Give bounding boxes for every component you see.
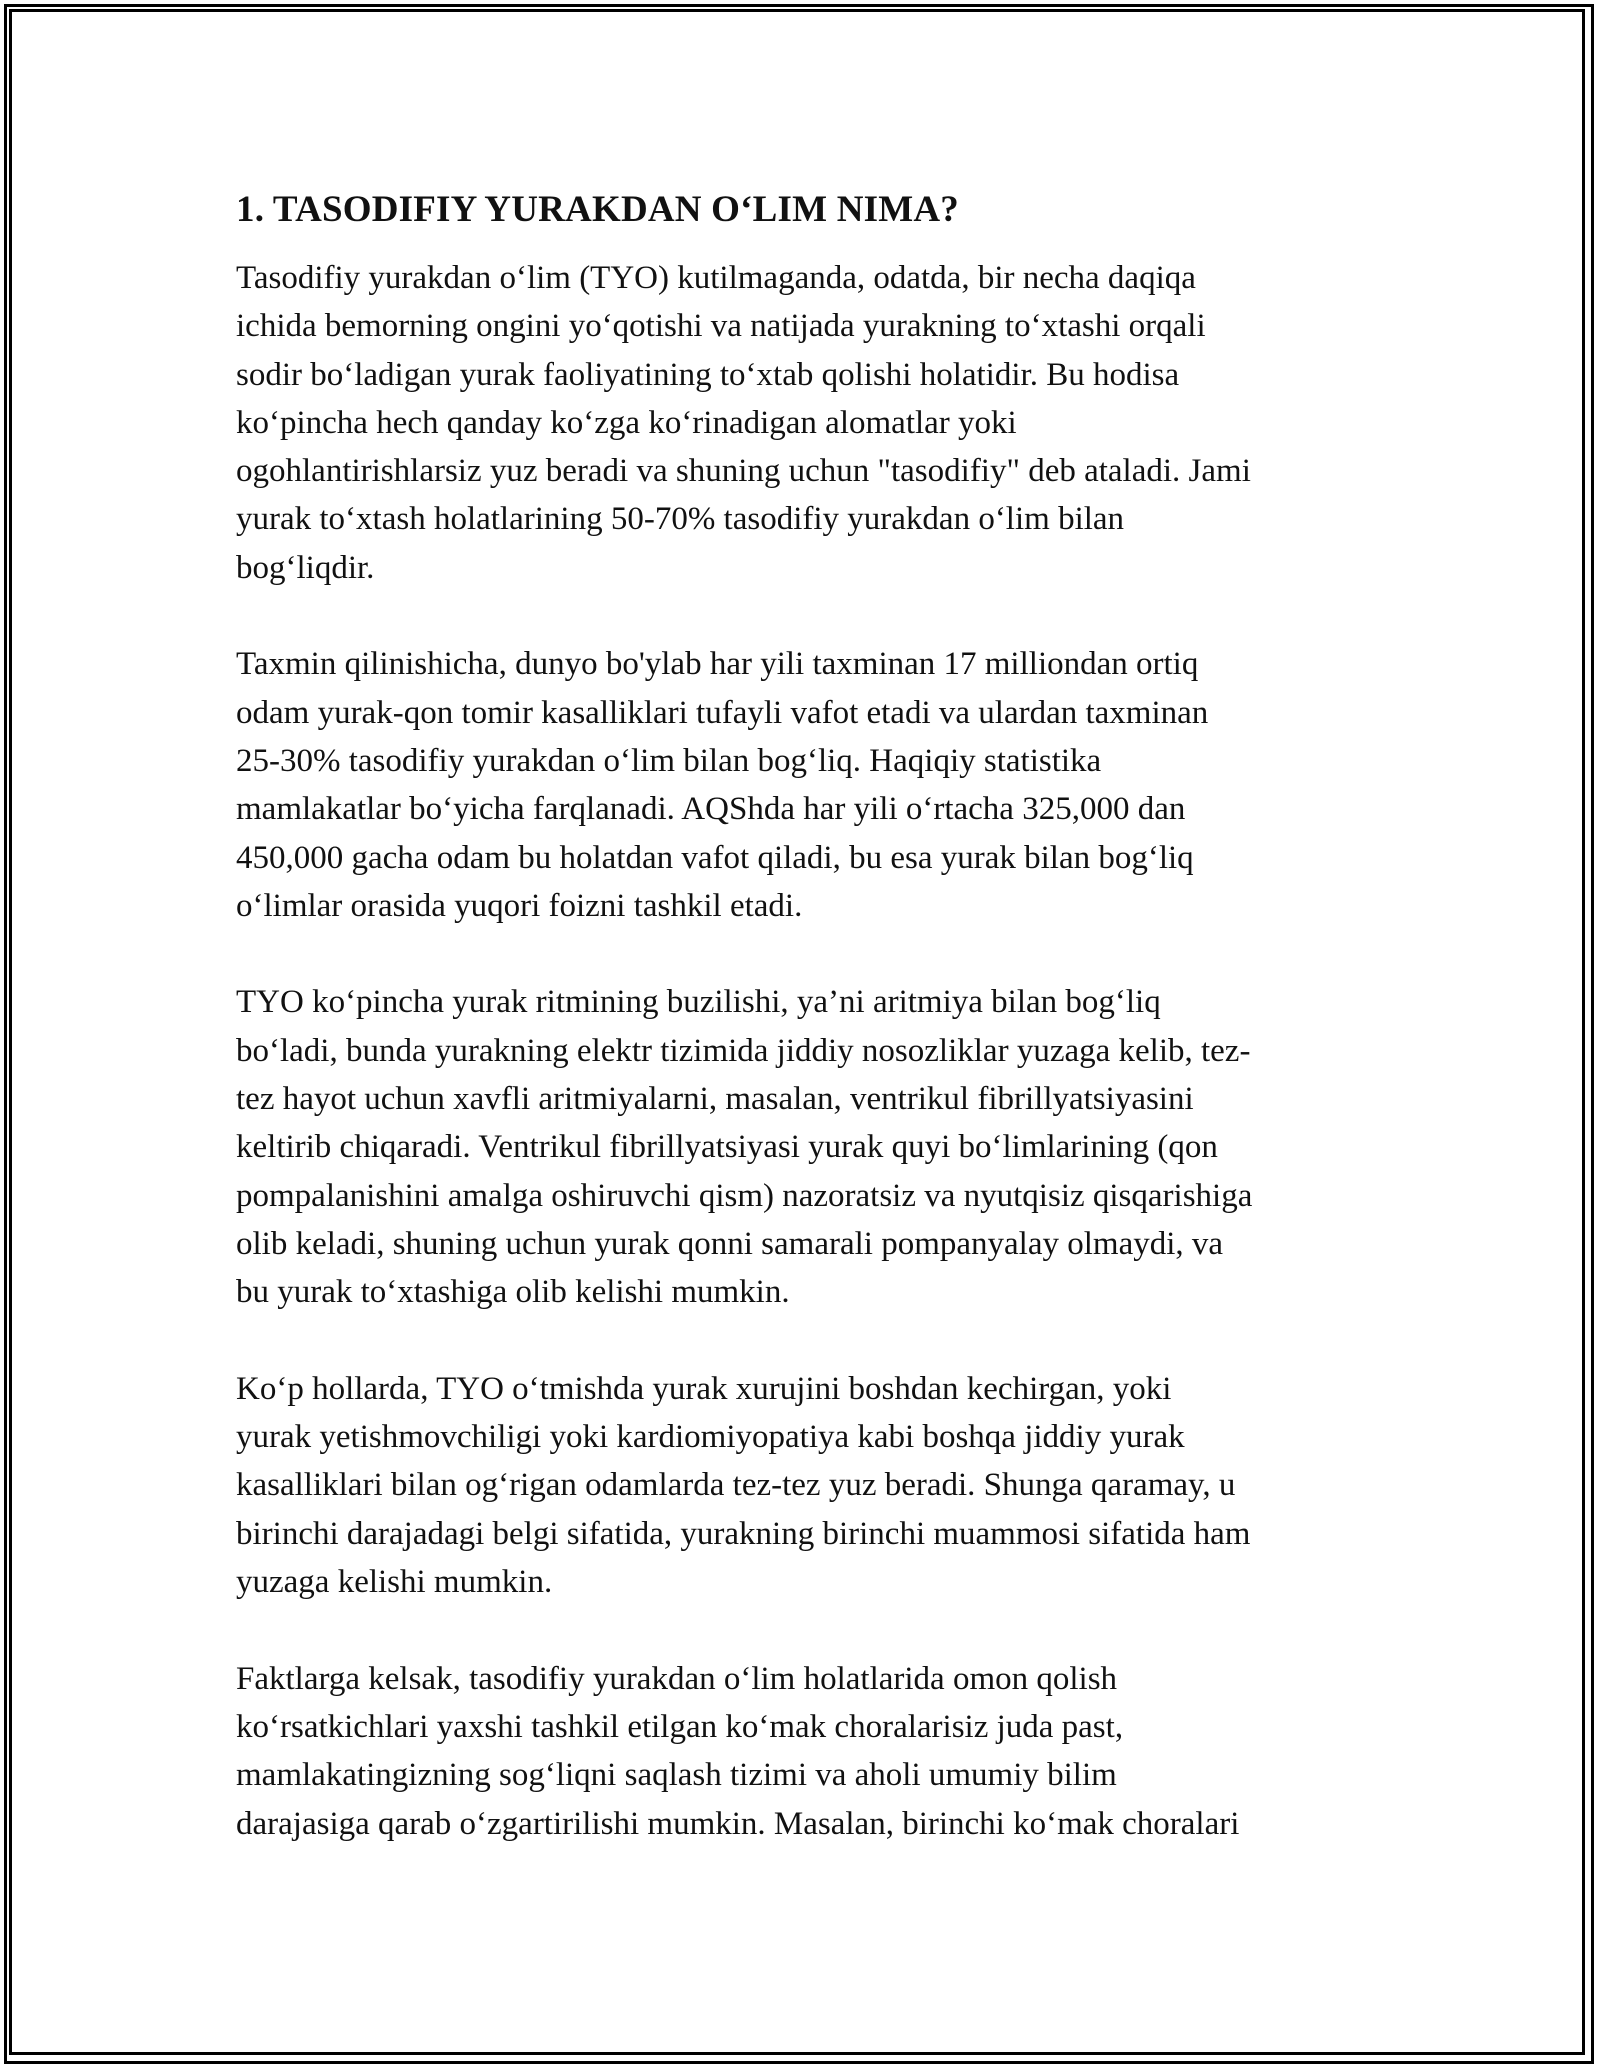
section-heading: 1. TASODIFIY YURAKDAN O‘LIM NIMA? (236, 189, 959, 230)
paragraph-5: Faktlarga kelsak, tasodifiy yurakdan o‘lim holatlarida omon qolish ko‘rsatkichlari yaxshi tashkil etilgan ko‘mak choralarisiz juda past, mamlakatingizning sog‘liqni saqlash tizimi va aholi umumiy bilim darajasiga qarab o‘zgartirilishi mumkin. Masalan, birinchi ko‘mak choralari (236, 1660, 1240, 1842)
paragraph-4: Ko‘p hollarda, TYO o‘tmishda yurak xurujini boshdan kechirgan, yoki yurak yetishmovchiligi yoki kardiomiyopatiya kabi boshqa jiddiy yurak kasalliklari bilan og‘rigan odamlarda tez-tez yuz beradi. Shunga qaramay, u birinchi darajadagi belgi sifatida, yurakning birinchi muammosi sifatida ham yuzaga kelishi mumkin. (236, 1370, 1251, 1601)
document-body (236, 186, 1366, 1896)
paragraph-1: Tasodifiy yurakdan o‘lim (TYO) kutilmaganda, odatda, bir necha daqiqa ichida bemorning ongini yo‘qotishi va natijada yurakning to‘xtashi orqali sodir bo‘ladigan yurak faoliyatining to‘xtab qolishi holatidir. Bu hodisa ko‘pincha hech qanday ko‘zga ko‘rinadigan alomatlar yoki ogohlantirishlarsiz yuz beradi va shuning uchun "tasodifiy" deb ataladi. Jami yurak to‘xtash holatlarining 50-70% tasodifiy yurakdan o‘lim bilan bog‘liqdir. (236, 260, 1251, 586)
paragraph-2: Taxmin qilinishicha, dunyo bo'ylab har yili taxminan 17 milliondan ortiq odam yurak-qon tomir kasalliklari tufayli vafot etadi va ulardan taxminan 25-30% tasodifiy yurakdan o‘lim bilan bog‘liq. Haqiqiy statistika mamlakatlar bo‘yicha farqlanadi. AQShda har yili o‘rtacha 325,000 dan 450,000 gacha odam bu holatdan vafot qiladi, bu esa yurak bilan bog‘liq o‘limlar orasida yuqori foizni tashkil etadi. (236, 646, 1209, 924)
paragraph-3: TYO ko‘pincha yurak ritmining buzilishi, ya’ni aritmiya bilan bog‘liq bo‘ladi, bunda yurakning elektr tizimida jiddiy nosozliklar yuzaga kelib, tez- tez hayot uchun xavfli aritmiyalarni, masalan, ventrikul fibrillyatsiyasini keltirib chiqaradi. Ventrikul fibrillyatsiyasi yurak quyi bo‘limlarining (qon pompalanishini amalga oshiruvchi qism) nazoratsiz va nyutqisiz qisqarishiga olib keladi, shuning uchun yurak qonni samarali pompanyalay olmaydi, va bu yurak to‘xtashiga olib kelishi mumkin. (236, 984, 1253, 1311)
